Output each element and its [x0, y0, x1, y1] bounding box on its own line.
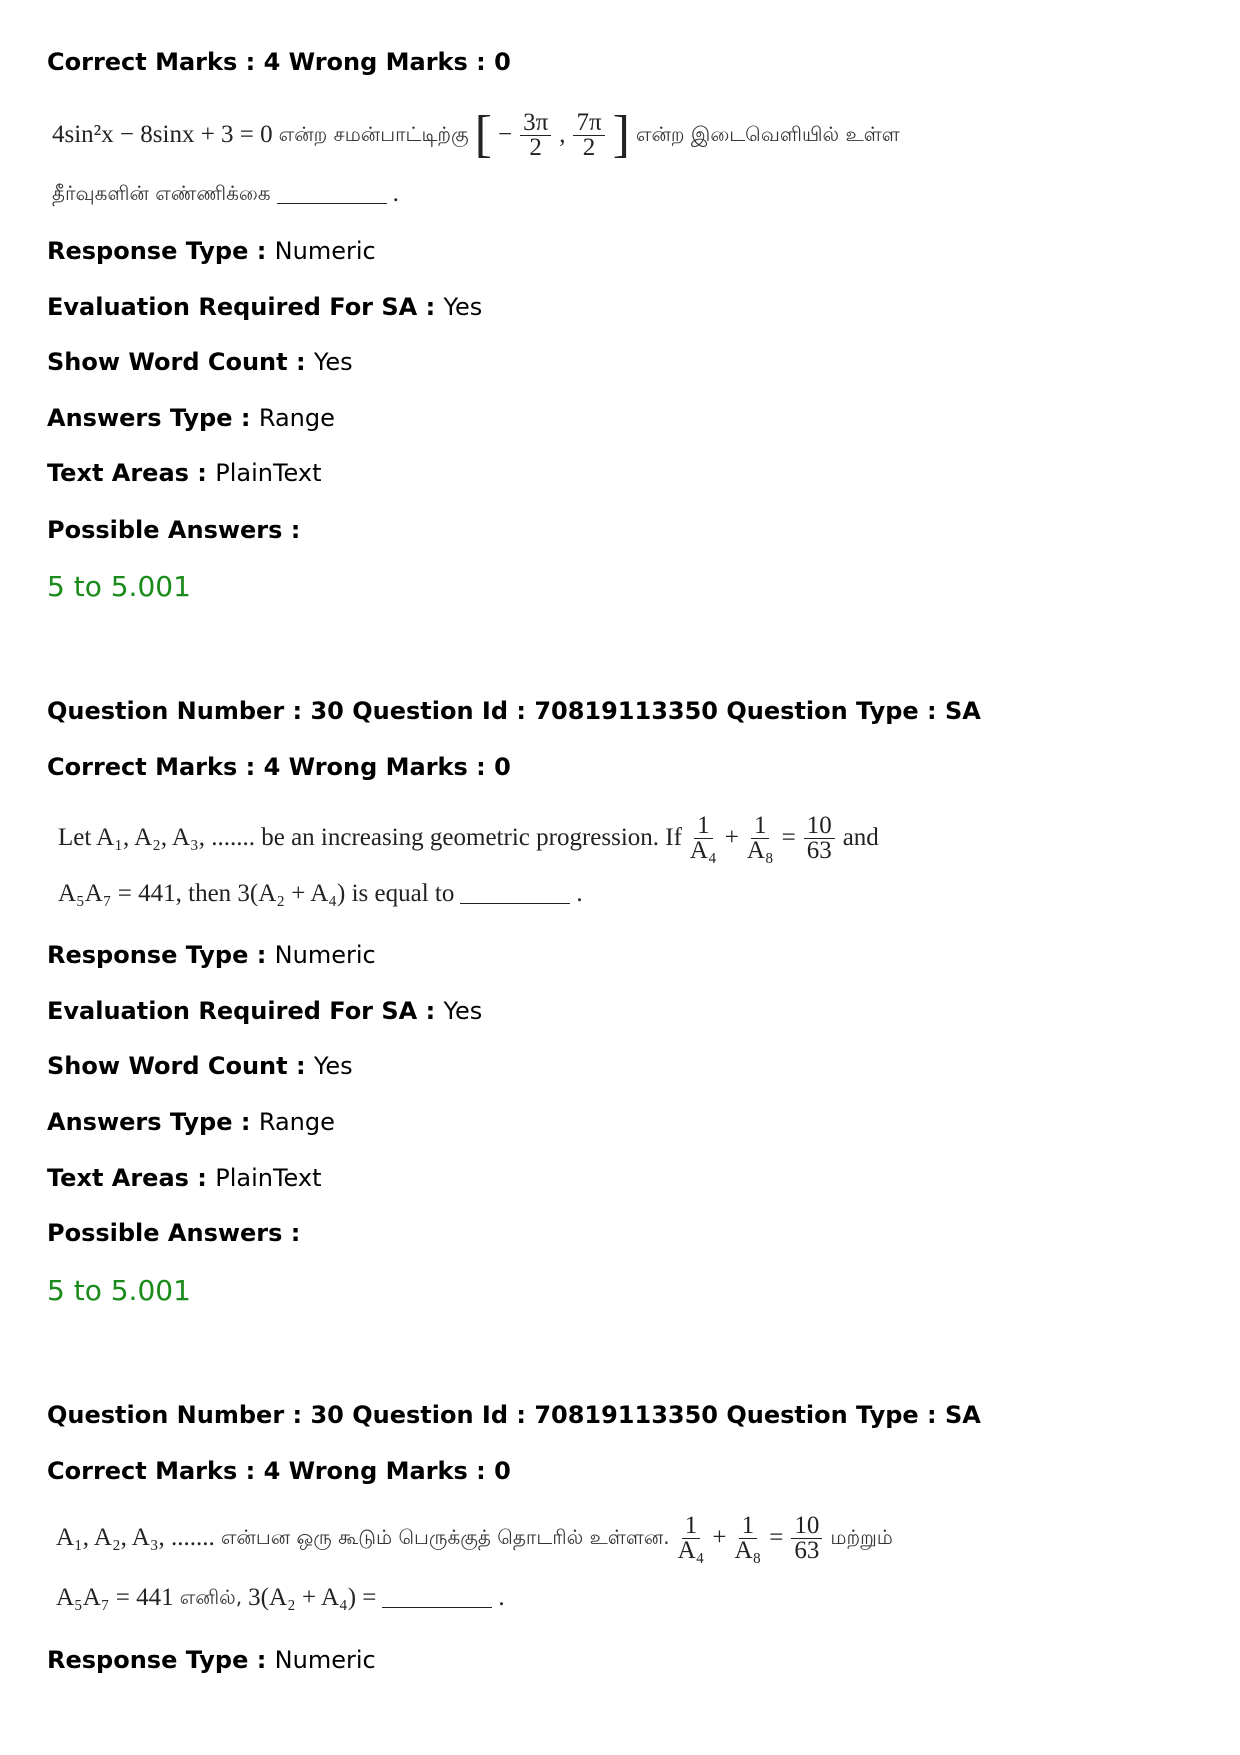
equation: 3(A₂ + A₄) = [248, 1584, 377, 1611]
show-word-count [47, 347, 353, 377]
marks-line [47, 1456, 511, 1486]
label: Response Type : [47, 941, 275, 969]
evaluation-required [47, 996, 482, 1026]
plus: + [712, 1524, 727, 1551]
question-text-line-2: A₅A₇ = 441 எனில், 3(A₂ + A₄) = . [56, 1584, 505, 1611]
bracket: ] [612, 106, 630, 163]
text-areas [47, 1163, 322, 1193]
question-text-line-2: A₅A₇ = 441, then 3(A₂ + A₄) is equal to . [58, 880, 583, 907]
numerator: 10 [791, 1514, 822, 1539]
plus: + [724, 824, 739, 851]
value: Numeric [274, 237, 376, 265]
question-text-line-2: தீர்வுகளின் எண்ணிக்கை . [52, 180, 399, 207]
answers-type [47, 1107, 335, 1137]
correct-marks-label: Correct Marks : [47, 753, 264, 781]
fraction [689, 811, 717, 864]
denominator: 2 [582, 133, 596, 161]
numerator: 1 [751, 814, 770, 839]
header-text: Question Number : 30 Question Id : 70819113350 Question Type : SA [47, 1401, 981, 1429]
question-text: என்ற இடைவெளியில் உள்ள [635, 121, 900, 146]
numerator: 7π [573, 111, 604, 136]
value: PlainText [215, 1164, 322, 1192]
value: Yes [443, 293, 483, 321]
value: Numeric [274, 1646, 376, 1674]
text-areas [47, 458, 322, 488]
denominator: A₈ [734, 1536, 762, 1564]
fraction [746, 811, 774, 864]
value: Numeric [274, 941, 376, 969]
evaluation-required [47, 292, 482, 322]
numerator: 1 [682, 1514, 701, 1539]
question-text: எனில், [179, 1584, 243, 1609]
denominator: 2 [529, 133, 542, 161]
question-text: Let A₁, A₂, A₃, ....... be an increasing geometric progression. If [58, 824, 682, 851]
label: Possible Answers : [47, 516, 301, 544]
equals: = [769, 1524, 784, 1551]
label: Response Type : [47, 237, 275, 265]
label: Response Type : [47, 1646, 275, 1674]
label: Text Areas : [47, 459, 216, 487]
question-text-line-1 [58, 808, 879, 868]
fraction [573, 108, 604, 161]
answer-blank [277, 185, 387, 204]
denominator: A₄ [677, 1536, 705, 1564]
question-text: தீர்வுகளின் எண்ணிக்கை [52, 180, 271, 205]
wrong-marks-value: 0 [494, 1457, 511, 1485]
label: Show Word Count : [47, 1052, 314, 1080]
value: Yes [313, 1052, 353, 1080]
label: Evaluation Required For SA : [47, 293, 444, 321]
wrong-marks-label: Wrong Marks : [280, 1457, 495, 1485]
label: Answers Type : [47, 404, 259, 432]
label: Answers Type : [47, 1108, 259, 1136]
denominator: A₈ [746, 836, 774, 864]
possible-answers-label [47, 1218, 300, 1248]
header-text: Question Number : 30 Question Id : 70819113350 Question Type : SA [47, 697, 981, 725]
response-type [47, 1645, 376, 1675]
answer-blank [382, 1589, 492, 1608]
correct-marks-value: 4 [263, 48, 281, 76]
label: Possible Answers : [47, 1219, 301, 1247]
value: PlainText [215, 459, 322, 487]
numerator: 1 [694, 814, 713, 839]
equals: = [781, 824, 796, 851]
wrong-marks-label: Wrong Marks : [280, 48, 495, 76]
show-word-count [47, 1051, 353, 1081]
correct-marks-value: 4 [263, 1457, 281, 1485]
label: Evaluation Required For SA : [47, 997, 444, 1025]
bracket: [ [474, 106, 492, 163]
fraction [734, 1511, 762, 1564]
question-text-line-1: 4sin²x − 8sinx + 3 = 0 என்ற சமன்பாட்டிற்கு [ − $\frac{3\pi}{2}$ , $\frac{7\pi}{2}$ ] என்ற இடைவெளியில் உள்ள [52, 106, 900, 163]
label: Show Word Count : [47, 348, 314, 376]
wrong-marks-value: 0 [494, 48, 511, 76]
equation: A₅A₇ = 441 [56, 1584, 174, 1611]
wrong-marks-label: Wrong Marks : [280, 753, 495, 781]
possible-answer: 5 to 5.001 [47, 570, 191, 603]
correct-marks-label: Correct Marks : [47, 48, 264, 76]
response-type [47, 236, 376, 266]
answer-blank [460, 885, 570, 904]
marks-line [47, 47, 511, 77]
correct-marks-value: 4 [263, 753, 281, 781]
label: Text Areas : [47, 1164, 216, 1192]
denominator: 63 [806, 836, 832, 864]
denominator: 63 [794, 1536, 820, 1564]
fraction [520, 108, 551, 161]
correct-marks-label: Correct Marks : [47, 1457, 264, 1485]
question-header [47, 1400, 981, 1430]
fraction [677, 1511, 705, 1564]
marks-line [47, 752, 511, 782]
possible-answers-label [47, 515, 300, 545]
numerator: 1 [739, 1514, 758, 1539]
possible-answer: 5 to 5.001 [47, 1274, 191, 1307]
question-text: and [842, 824, 879, 851]
denominator: A₄ [689, 836, 717, 864]
equation: 4sin²x − 8sinx + 3 = 0 [52, 121, 273, 148]
numerator: 3π [520, 111, 551, 136]
question-header [47, 696, 981, 726]
question-text: A₅A₇ = 441, then 3(A₂ + A₄) is equal to [58, 880, 455, 907]
numerator: 10 [804, 814, 835, 839]
fraction [791, 1511, 822, 1564]
question-text-line-1 [56, 1508, 893, 1568]
fraction [804, 811, 835, 864]
value: Range [258, 404, 335, 432]
question-text: A₁, A₂, A₃, ....... [56, 1524, 215, 1551]
value: Range [258, 1108, 335, 1136]
question-text: என்ற சமன்பாட்டிற்கு [278, 121, 469, 146]
value: Yes [443, 997, 483, 1025]
question-text: மற்றும் [830, 1524, 893, 1549]
question-text: என்பன ஒரு கூடும் பெருக்குத் தொடரில் உள்ளன. [220, 1524, 670, 1549]
response-type [47, 940, 376, 970]
answers-type [47, 403, 335, 433]
wrong-marks-value: 0 [494, 753, 511, 781]
value: Yes [313, 348, 353, 376]
